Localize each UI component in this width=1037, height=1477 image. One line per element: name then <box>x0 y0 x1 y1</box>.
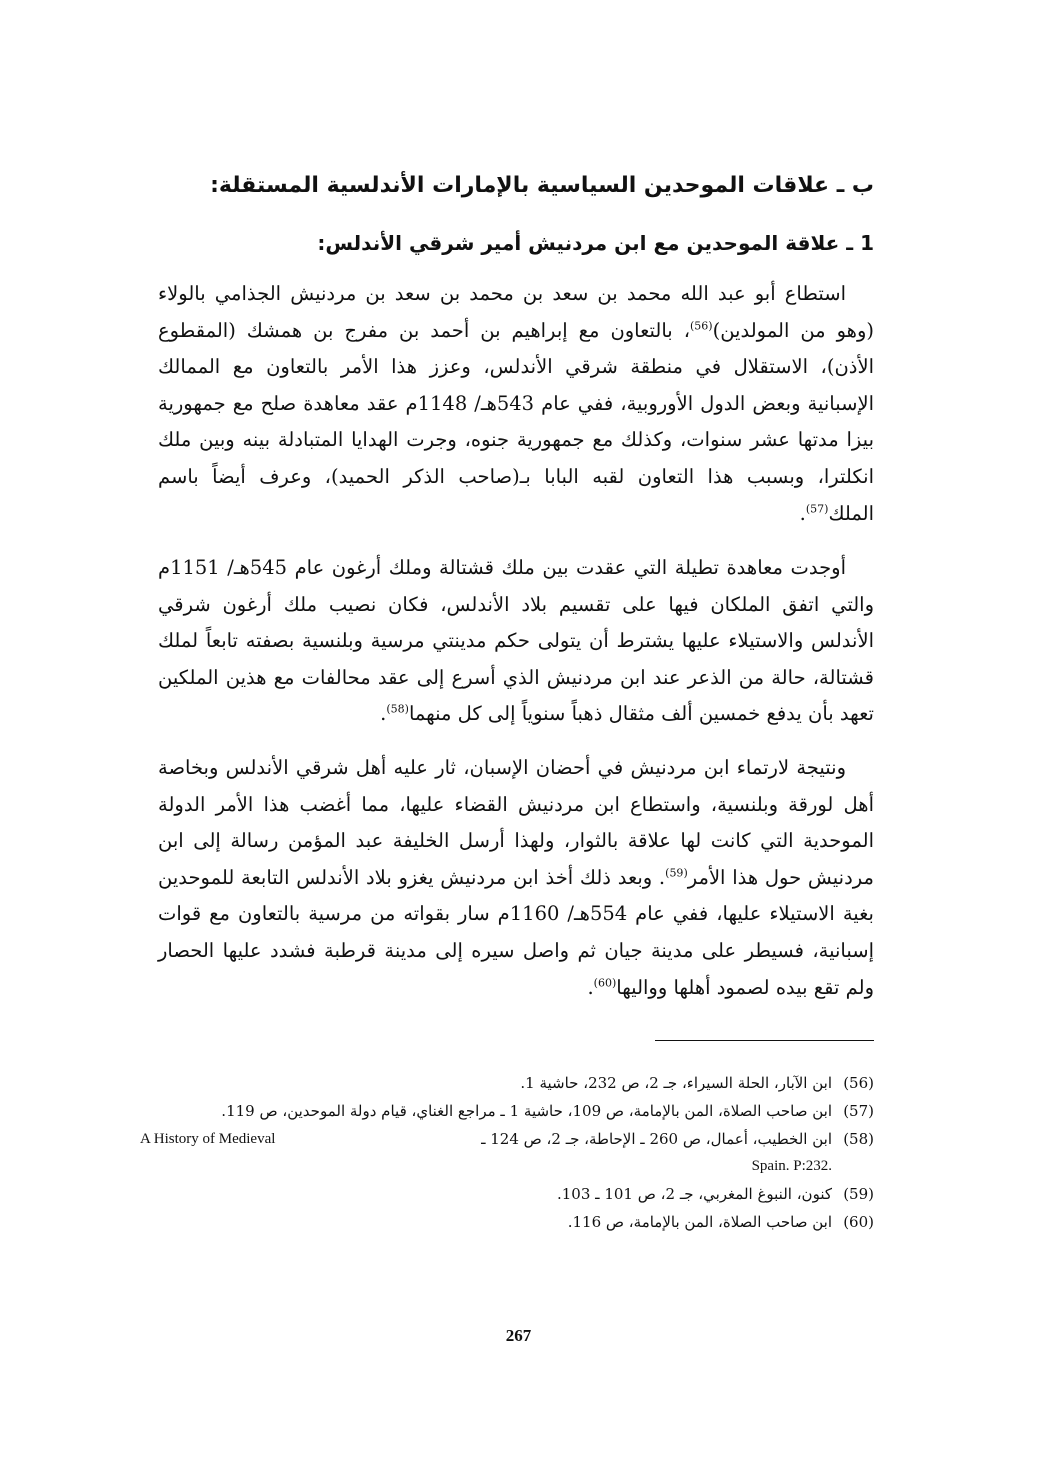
paragraph-1-text-b: ، بالتعاون مع إبراهيم بن أحمد بن مفرج بن همشك (المقطوع الأذن)، الاستقلال في منطقة شرقي الأندلس، وعزز هذا الأمر بالتعاون مع الممالك الإسبانية وبعض الدول الأوروبية، ففي عام 543هـ/ 1148م عقد معاهدة صلح مع جمهورية بيزا مدتها عشر سنوات، وكذلك مع جمهورية جنوه، وجرت الهدايا المتبادلة بينه وبين ملك انكلترا، وبسبب هذا التعاون لقبه البابا بـ(صاحب الذكر الحميد)، وعرف أيضاً باسم الملك <box>158 318 875 525</box>
footnote-ref-56: (56) <box>690 319 713 333</box>
page-number: 267 <box>505 1326 532 1345</box>
footnote-ref-59: (59) <box>665 866 688 880</box>
footnote-58 <box>140 1126 874 1179</box>
paragraph-3-text-a: ونتيجة لارتماء ابن مردنيش في أحضان الإسبان، ثار عليه أهل شرقي الأندلس وبخاصة أهل لورقة وبلنسية، واستطاع ابن مردنيش القضاء عليها، مما أغضب هذا الأمر الدولة الموحدية التي كانت لها علاقة بالثوار، ولهذا أرسل الخليفة عبد المؤمن رسالة إلى ابن مردنيش حول هذا الأمر <box>158 756 874 889</box>
footnotes <box>140 1070 874 1237</box>
paragraph-3-text-c: . <box>587 975 594 999</box>
footnote-ref-58: (58) <box>386 702 409 716</box>
paragraph-1-text-a: استطاع أبو عبد الله محمد بن سعد بن محمد بن سعد بن مردنيش الجذامي بالولاء (وهو من المولدين) <box>158 282 874 342</box>
footnote-ref-57: (57) <box>805 502 829 516</box>
footnote-text: ابن صاحب الصلاة، المن بالإمامة، ص 109، حاشية 1 ـ مراجع الغناي، قيام دولة الموحدين، ص 119. <box>221 1102 832 1120</box>
footnote-number: (58) <box>843 1130 874 1148</box>
paragraph-3 <box>158 750 874 1006</box>
paragraph-1 <box>158 276 874 532</box>
footnote-number: (57) <box>843 1102 874 1120</box>
paragraph-2 <box>158 550 874 733</box>
footnote-latin-title-end: Spain. P:232. <box>751 1158 832 1174</box>
paragraph-3-text-b: . وبعد ذلك أخذ ابن مردنيش يغزو بلاد الأندلس التابعة للموحدين بغية الاستيلاء عليها، ففي عام 554هـ/ 1160م سار بقواته من مرسية بالتعاون مع قوات إسبانية، فسيطر على مدينة جيان ثم واصل سيره إلى مدينة قرطبة فشدد عليها الحصار ولم تقع بيده لصمود أهلها وواليها <box>158 865 874 999</box>
subsection-heading: 1 ـ علاقة الموحدين مع ابن مردنيش أمير شرقي الأندلس: <box>317 231 874 255</box>
paragraph-2-text-a: أوجدت معاهدة تطيلة التي عقدت بين ملك قشتالة وملك أرغون عام 545هـ/ 1151م والتي اتفق الملكان فيها على تقسيم بلاد الأندلس، فكان نصيب ملك أرغون شرقي الأندلس والاستيلاء عليها يشترط أن يتولى حكم مدينتي مرسية وبلنسية بصفته تابعاً لملك قشتالة، حالة من الذعر عند ابن مردنيش الذي أسرع إلى عقد محالفات مع هذين الملكين تعهد بأن يدفع خمسين ألف مثقال ذهباً سنوياً إلى كل منهما <box>158 556 874 726</box>
section-heading: ب ـ علاقات الموحدين السياسية بالإمارات الأندلسية المستقلة: <box>210 173 874 198</box>
footnote-text: ابن الخطيب، أعمال، ص 260 ـ الإحاطة، جـ 2، ص 124 ـ <box>481 1130 832 1148</box>
footnote-text-block <box>140 1126 832 1179</box>
footnote-number: (60) <box>843 1213 874 1231</box>
footnote-number: (59) <box>843 1185 874 1203</box>
footnote-60 <box>140 1209 874 1235</box>
paragraph-2-text-b: . <box>380 702 387 726</box>
footnote-latin-continuation <box>140 1152 832 1179</box>
paragraph-1-text-c: . <box>799 501 806 525</box>
footnote-text: كنون، النبوغ المغربي، جـ 2، ص 101 ـ 103. <box>556 1185 832 1203</box>
footnote-ref-60: (60) <box>593 976 617 990</box>
footnote-59 <box>140 1181 874 1207</box>
footnote-text: ابن صاحب الصلاة، المن بالإمامة، ص 116. <box>567 1213 832 1231</box>
footnote-text: ابن الآبار، الحلة السيراء، جـ 2، ص 232، حاشية 1. <box>520 1074 832 1092</box>
footnote-57 <box>140 1098 874 1124</box>
footnote-number: (56) <box>843 1074 874 1092</box>
footnote-divider <box>655 1040 874 1041</box>
footnote-latin-title: A History of Medieval <box>140 1131 276 1147</box>
footnote-56 <box>140 1070 874 1096</box>
